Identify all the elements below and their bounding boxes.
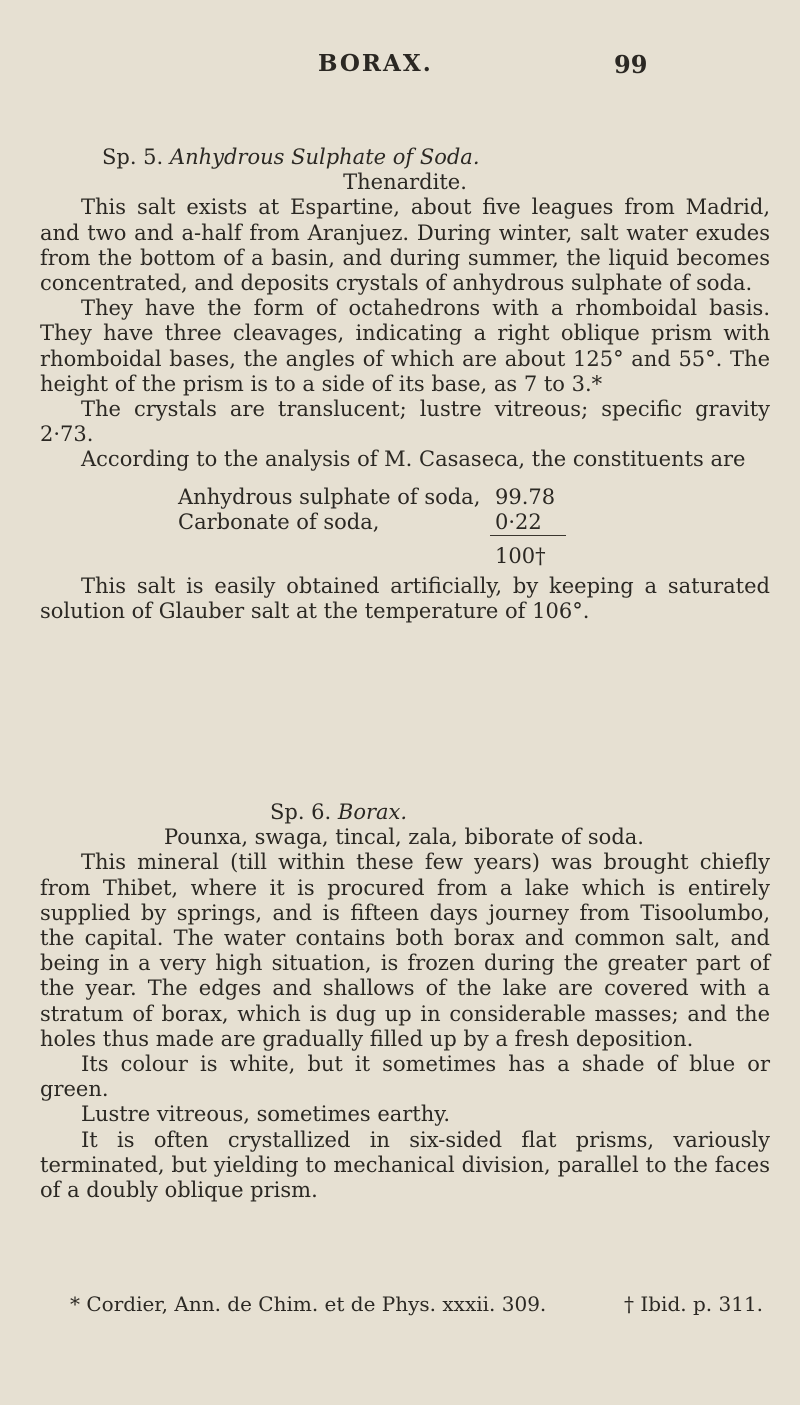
sp5-paragraph-1: This salt exists at Espartine, about five leagues from Madrid, and two and a-half from Aranjuez. During winter, salt water exudes from the bottom of a basin, and during summer, the liquid becomes concentrated, and deposits crystals of anhydrous sulphate of soda.	[40, 195, 770, 296]
constituent-value: 0·22	[495, 509, 542, 534]
footnotes	[70, 1292, 770, 1316]
sp5-paragraph-3: The crystals are translucent; lustre vitreous; specific gravity 2·73.	[40, 397, 770, 447]
constituent-value: 99.78	[495, 484, 556, 509]
sp6-heading-name: Borax.	[337, 800, 408, 824]
page-number: 99	[614, 50, 648, 79]
analysis-row	[40, 485, 770, 511]
sp5-paragraph-4: According to the analysis of M. Casaseca, the constituents are	[81, 447, 746, 472]
sp5-synonym: Thenardite.	[343, 170, 467, 195]
analysis-total: 100†	[495, 543, 546, 568]
analysis-table	[40, 477, 770, 627]
sp6-paragraph-1: This mineral (till within these few years) was brought chiefly from Thibet, where it is procured from a lake which is entirely supplied by springs, and is fifteen days journey from Tisoolumbo, the capital. The water contains both borax and common salt, and being in a very high situation, is frozen during the greater part of the year. The edges and shallows of the lake are covered with a stratum of borax, which is dug up in considerable masses; and the holes thus made are gradually filled up by a fresh deposition.	[40, 850, 770, 1051]
sp6-paragraph-2: Its colour is white, but it sometimes has a shade of blue or green.	[40, 1052, 770, 1102]
constituent-name: Anhydrous sulphate of soda,	[178, 484, 481, 509]
constituent-name: Carbonate of soda,	[178, 509, 380, 534]
sp6-paragraph-3: Lustre vitreous, sometimes earthy.	[81, 1102, 451, 1127]
sp5-heading-name: Anhydrous Sulphate of Soda.	[169, 145, 480, 169]
running-title: BORAX.	[318, 50, 433, 77]
sp5-paragraph-5: This salt is easily obtained artificially, by keeping a saturated solution of Glauber salt at the temperature of 106°.	[40, 573, 770, 623]
sp5-paragraph-2: They have the form of octahedrons with a rhomboidal basis. They have three cleavages, indicating a right oblique prism with rhomboidal bases, the angles of which are about 125° and 55°. The height of the prism is to a side of its base, as 7 to 3.*	[40, 296, 770, 396]
section-sp6	[40, 800, 770, 1203]
analysis-row	[40, 510, 770, 536]
sp5-heading-label: Sp. 5.	[102, 145, 164, 169]
footnote-1: * Cordier, Ann. de Chim. et de Phys. xxxii. 309.	[70, 1292, 547, 1316]
section-sp5	[40, 145, 770, 624]
footnote-2: † Ibid. p. 311.	[624, 1292, 764, 1316]
sum-rule	[490, 535, 566, 536]
sp6-synonym: Pounxa, swaga, tincal, zala, biborate of soda.	[164, 825, 644, 850]
sp6-heading	[40, 800, 770, 825]
sp5-heading	[40, 145, 770, 170]
sp6-heading-label: Sp. 6.	[270, 800, 332, 824]
sp6-paragraph-4: It is often crystallized in six-sided flat prisms, variously terminated, but yielding to mechanical division, parallel to the faces of a doubly oblique prism.	[40, 1127, 770, 1203]
running-head	[0, 50, 800, 90]
